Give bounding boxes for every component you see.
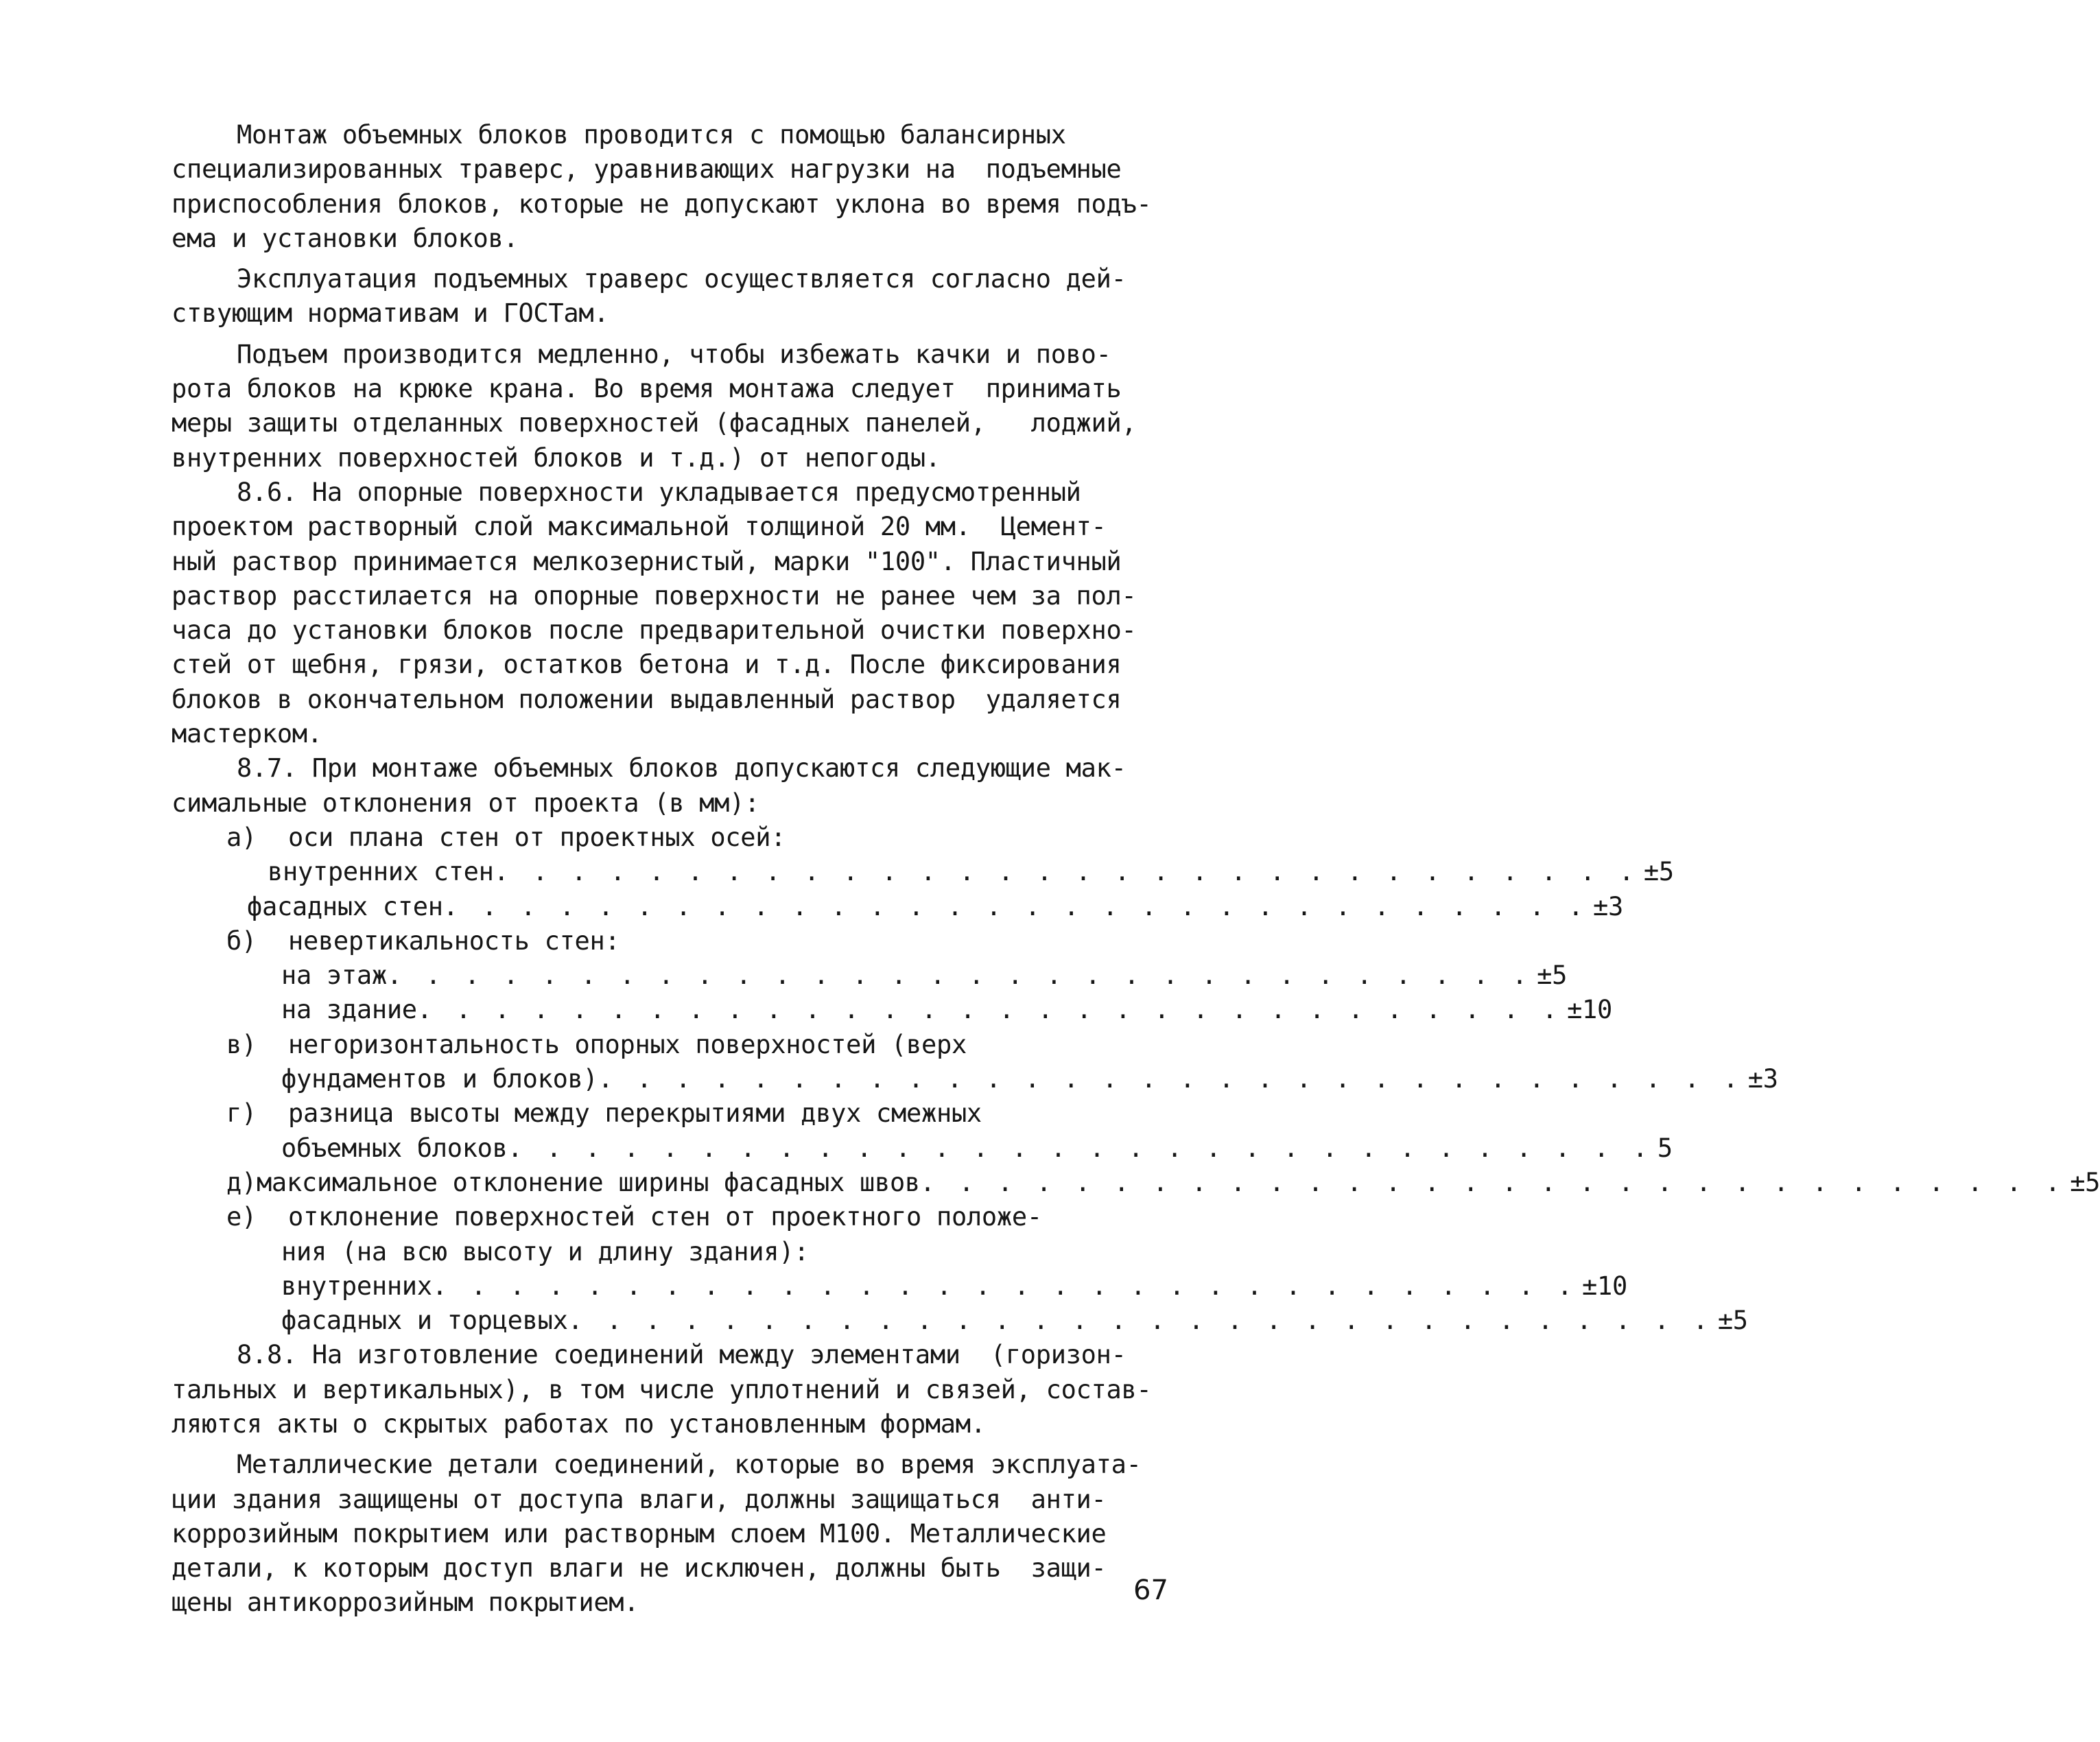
text-line: Эксплуатация подъемных траверс осуществляется согласно дей- <box>237 264 1126 294</box>
list-label: е) <box>226 1202 257 1232</box>
leader-dots: . . . . . . . . . . . . . . . . . . . . . . . . . . . . . . <box>443 891 1588 921</box>
tolerance-value: ±5 <box>1537 961 1568 991</box>
tolerance-name: на этаж <box>281 961 387 991</box>
text-line: тальных и вертикальных), в том числе уплотнений и связей, состав- <box>172 1374 1152 1404</box>
tolerance-row <box>172 993 1613 1027</box>
list-item <box>172 821 1201 855</box>
text-line: детали, к которым доступ влаги не исключен, должны быть защи- <box>172 1553 1107 1584</box>
list-item <box>172 1028 1201 1062</box>
text-line: 8.7. При монтаже объемных блоков допускаются следующие мак- <box>237 753 1126 784</box>
leader-dots: . . . . . . . . . . . . . . . . . . . . . . . . . . . . . . <box>432 1271 1577 1301</box>
leader-dots: . . . . . . . . . . . . . . . . . . . . . . . . . . . . . . <box>416 995 1562 1025</box>
tolerance-name: объемных блоков <box>281 1133 508 1163</box>
text-line: стей от щебня, грязи, остатков бетона и т.д. После фиксирования <box>172 650 1122 680</box>
text-line: рота блоков на крюке крана. Во время монтажа следует принимать <box>172 374 1122 404</box>
text-line: Монтаж объемных блоков проводится с помощью балансирных <box>237 120 1066 150</box>
tolerance-row <box>172 1269 1627 1304</box>
leader-dots: . . . . . . . . . . . . . . . . . . . . . . . . . . . . . . <box>386 961 1532 991</box>
tolerance-row <box>172 1131 1673 1166</box>
tolerance-name: фасадных стен <box>247 891 443 921</box>
tolerance-row <box>172 1166 2100 1200</box>
list-item <box>172 1096 1201 1131</box>
text-line: ции здания защищены от доступа влаги, должны защищаться анти- <box>172 1484 1107 1514</box>
list-text: разница высоты между перекрытиями двух смежных <box>288 1098 982 1129</box>
tolerance-value: ±3 <box>1592 891 1623 921</box>
list-text: невертикальность стен: <box>288 926 620 956</box>
tolerance-value: ±5 <box>1643 857 1674 887</box>
tolerance-name: фасадных и торцевых <box>281 1306 568 1336</box>
body-text <box>172 118 2100 1621</box>
text-line: приспособления блоков, которые не допускают уклона во время подъ- <box>172 189 1152 219</box>
tolerance-value: ±5 <box>2070 1167 2100 1197</box>
tolerance-value: 5 <box>1657 1133 1673 1163</box>
leader-dots: . . . . . . . . . . . . . . . . . . . . . . . . . . . . . . <box>598 1064 1743 1094</box>
tolerance-row <box>172 958 1568 993</box>
text-line: ствующим нормативам и ГОСТам. <box>172 298 609 329</box>
text-line: внутренних поверхностей блоков и т.д.) от непогоды. <box>172 443 941 473</box>
tolerance-value: ±5 <box>1717 1306 1748 1336</box>
text-line: 8.6. На опорные поверхности укладывается предусмотренный <box>237 477 1081 507</box>
text-line: меры защиты отделанных поверхностей (фасадных панелей, лоджий, <box>172 408 1137 438</box>
tolerance-name: внутренних стен <box>268 857 494 887</box>
page-number: 67 <box>1133 1575 1168 1606</box>
list-label: в) <box>226 1029 257 1059</box>
tolerance-row <box>172 890 1623 924</box>
leader-dots: . . . . . . . . . . . . . . . . . . . . . . . . . . . . . . <box>493 857 1638 887</box>
tolerance-row <box>172 1062 1778 1096</box>
text-line: раствор расстилается на опорные поверхности не ранее чем за пол- <box>172 580 1137 611</box>
list-label: г) <box>226 1098 257 1129</box>
leader-dots: . . . . . . . . . . . . . . . . . . . . . . . . . . . . . . <box>919 1167 2065 1197</box>
list-text: оси плана стен от проектных осей: <box>288 822 786 852</box>
text-line: Металлические детали соединений, которые во время эксплуата- <box>237 1450 1142 1480</box>
text-line: ляются акты о скрытых работах по установленным формам. <box>172 1409 986 1439</box>
list-label: б) <box>226 926 257 956</box>
text-line: проектом растворный слой максимальной толщиной 20 мм. Цемент- <box>172 512 1107 542</box>
tolerance-value: ±10 <box>1582 1271 1627 1301</box>
tolerance-row <box>172 855 1674 889</box>
tolerance-value: ±10 <box>1567 995 1613 1025</box>
tolerance-name: внутренних <box>281 1271 432 1301</box>
tolerance-name: максимальное отклонение ширины фасадных швов <box>256 1167 920 1197</box>
list-label: а) <box>226 822 257 852</box>
list-item <box>172 1200 1201 1234</box>
text-line: мастерком. <box>172 719 322 749</box>
leader-dots: . . . . . . . . . . . . . . . . . . . . . . . . . . . . . . <box>507 1133 1652 1163</box>
list-text: негоризонтальность опорных поверхностей (верх <box>288 1029 967 1059</box>
list-label: д) <box>226 1167 257 1197</box>
tolerance-name: фундаментов и блоков) <box>281 1064 598 1094</box>
text-line: блоков в окончательном положении выдавленный раствор удаляется <box>172 684 1122 714</box>
list-item <box>172 924 1201 958</box>
text-line: симальные отклонения от проекта (в мм): <box>172 788 760 818</box>
text-line: коррозийным покрытием или растворным слоем М100. Металлические <box>172 1518 1107 1549</box>
leader-dots: . . . . . . . . . . . . . . . . . . . . . . . . . . . . . . <box>567 1306 1712 1336</box>
text-line: Подъем производится медленно, чтобы избежать качки и пово- <box>237 339 1111 369</box>
text-line: специализированных траверс, уравнивающих нагрузки на подъемные <box>172 154 1122 185</box>
text-line: 8.8. На изготовление соединений между элементами (горизон- <box>237 1340 1126 1370</box>
text-line: ный раствор принимается мелкозернистый, марки "100". Пластичный <box>172 546 1122 576</box>
text-line: ема и установки блоков. <box>172 223 519 253</box>
tolerance-name: на здание <box>281 995 417 1025</box>
list-text: ния (на всю высоту и длину здания): <box>281 1236 810 1267</box>
tolerance-row <box>172 1304 1748 1338</box>
text-line: часа до установки блоков после предварительной очистки поверхно- <box>172 615 1137 646</box>
tolerance-value: ±3 <box>1747 1064 1778 1094</box>
list-text: отклонение поверхностей стен от проектного положе- <box>288 1202 1042 1232</box>
text-line: щены антикоррозийным покрытием. <box>172 1588 639 1618</box>
